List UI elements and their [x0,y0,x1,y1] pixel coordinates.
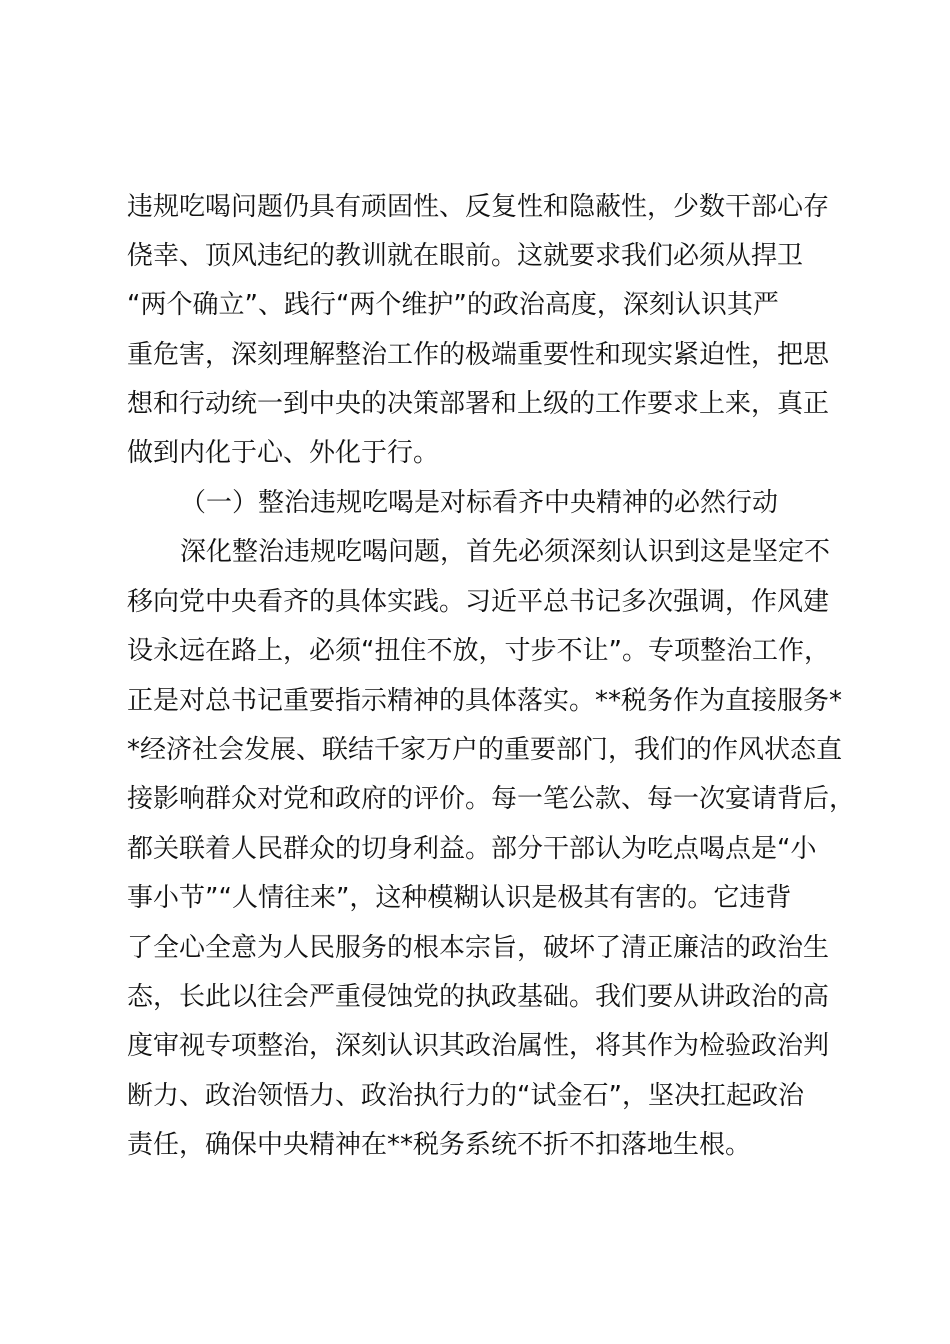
body-text-line: *经济社会发展、联结千家万户的重要部门，我们的作风状态直 [127,735,843,765]
body-text-line: 了全心全意为人民服务的根本宗旨，破坏了清正廉洁的政治生 [127,933,830,963]
body-text-line: 接影响群众对党和政府的评价。每一笔公款、每一次宴请背后， [127,784,856,814]
body-text-line: 态，长此以往会严重侵蚀党的执政基础。我们要从讲政治的高 [127,982,830,1012]
body-text-line: 断力、政治领悟力、政治执行力的“试金石”，坚决扛起政治 [127,1081,804,1111]
body-text-line: 想和行动统一到中央的决策部署和上级的工作要求上来，真正 [127,389,830,419]
body-text-line: 责任，确保中央精神在**税务系统不折不扣落地生根。 [127,1130,752,1160]
body-text-line: 设永远在路上，必须“扭住不放，寸步不让”。专项整治工作， [127,636,830,666]
body-text-line: 违规吃喝问题仍具有顽固性、反复性和隐蔽性，少数干部心存 [127,192,830,222]
body-text-line: 做到内化于心、外化于行。 [127,438,440,468]
body-text-line: 侥幸、顶风违纪的教训就在眼前。这就要求我们必须从捍卫 [127,241,804,271]
body-text-line: 事小节”“人情往来”，这种模糊认识是极其有害的。它违背 [127,883,792,913]
body-text-line: 正是对总书记重要指示精神的具体落实。**税务作为直接服务* [127,686,843,716]
body-text-line: 都关联着人民群众的切身利益。部分干部认为吃点喝点是“小 [127,834,817,864]
body-text-line: 重危害，深刻理解整治工作的极端重要性和现实紧迫性，把思 [127,340,830,370]
body-text-line: 移向党中央看齐的具体实践。习近平总书记多次强调，作风建 [127,587,830,617]
body-text-line: “两个确立”、践行“两个维护”的政治高度，深刻认识其严 [127,290,779,320]
body-text-line: 度审视专项整治，深刻认识其政治属性，将其作为检验政治判 [127,1031,830,1061]
body-text-line: 深化整治违规吃喝问题，首先必须深刻认识到这是坚定不 [180,537,831,567]
section-heading: （一）整治违规吃喝是对标看齐中央精神的必然行动 [180,488,779,518]
